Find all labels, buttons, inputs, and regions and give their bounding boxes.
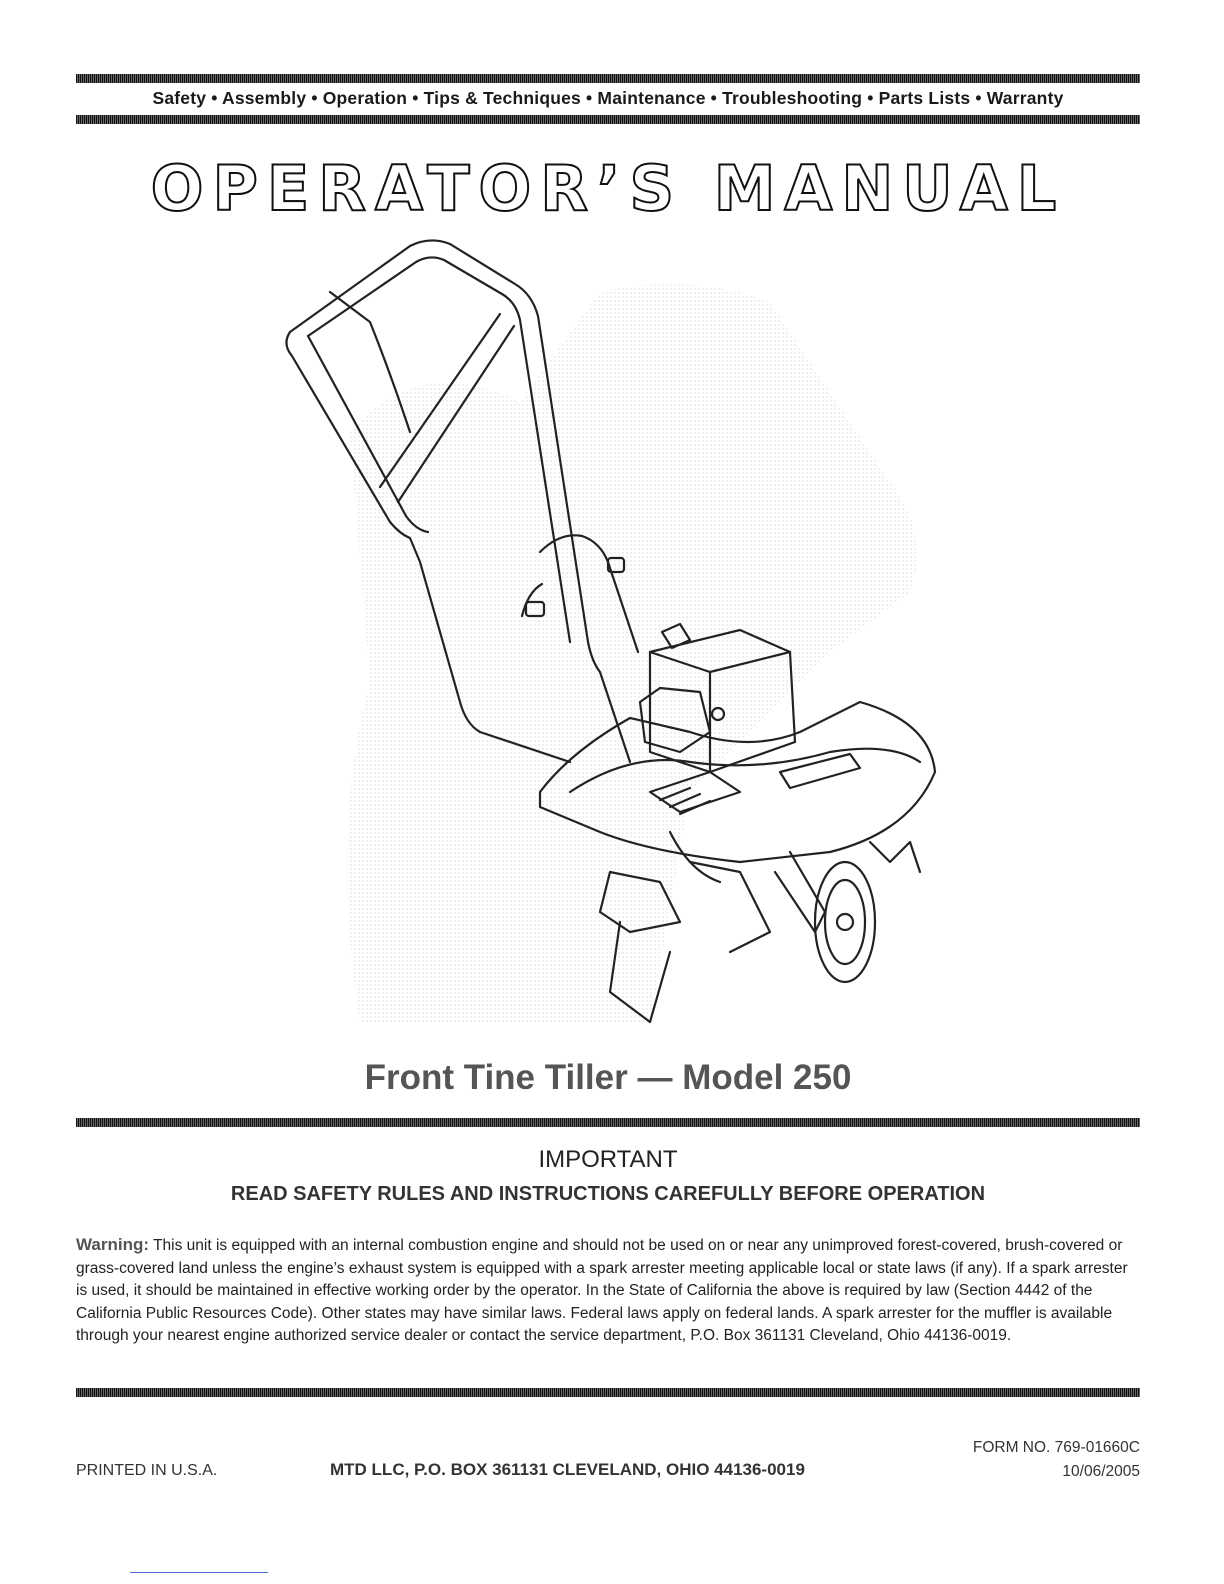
- form-date: 10/06/2005: [1062, 1463, 1140, 1480]
- tiller-illustration-icon: [270, 232, 950, 1052]
- link-underline[interactable]: [130, 1572, 268, 1573]
- bottom-rule: [76, 1388, 1140, 1397]
- printed-in: PRINTED IN U.S.A.: [76, 1462, 218, 1479]
- top-rule-lower: [76, 115, 1140, 124]
- warning-paragraph: [76, 1234, 1140, 1348]
- important-heading: IMPORTANT: [538, 1146, 678, 1173]
- top-rule-upper: [76, 74, 1140, 83]
- safety-instruction: READ SAFETY RULES AND INSTRUCTIONS CAREFULLY BEFORE OPERATION: [230, 1183, 986, 1205]
- form-number: FORM NO. 769-01660C: [972, 1439, 1140, 1456]
- form-info: [973, 1436, 1140, 1484]
- section-nav: Safety • Assembly • Operation • Tips & Techniques • Maintenance • Troubleshooting • Parts Lists • Warranty: [152, 88, 1064, 108]
- warning-text: This unit is equipped with an internal combustion engine and should not be used on or near any unimproved forest-covered, brush-covered or grass-covered land unless the engine’s exhaust system is equipped with a spark arrester meeting applicable local or state laws (if any). If a spark arrester is used, it should be maintained in effective working order by the operator. In the State of California the above is required by law (Section 4442 of the California Public Resources Code). Other states may have similar laws. Federal laws apply on federal lands. A spark arrester for the muffler is available through your nearest engine authorized service dealer or contact the service department, P.O. Box 361131 Cleveland, Ohio 44136-0019.: [76, 1237, 1128, 1344]
- mid-rule: [76, 1118, 1140, 1127]
- company-address: MTD LLC, P.O. BOX 361131 CLEVELAND, OHIO 44136-0019: [330, 1460, 805, 1479]
- model-subtitle: Front Tine Tiller — Model 250: [364, 1058, 852, 1097]
- warning-label: Warning:: [76, 1235, 150, 1254]
- page-title: OPERATOR’S MANUAL: [76, 152, 1140, 225]
